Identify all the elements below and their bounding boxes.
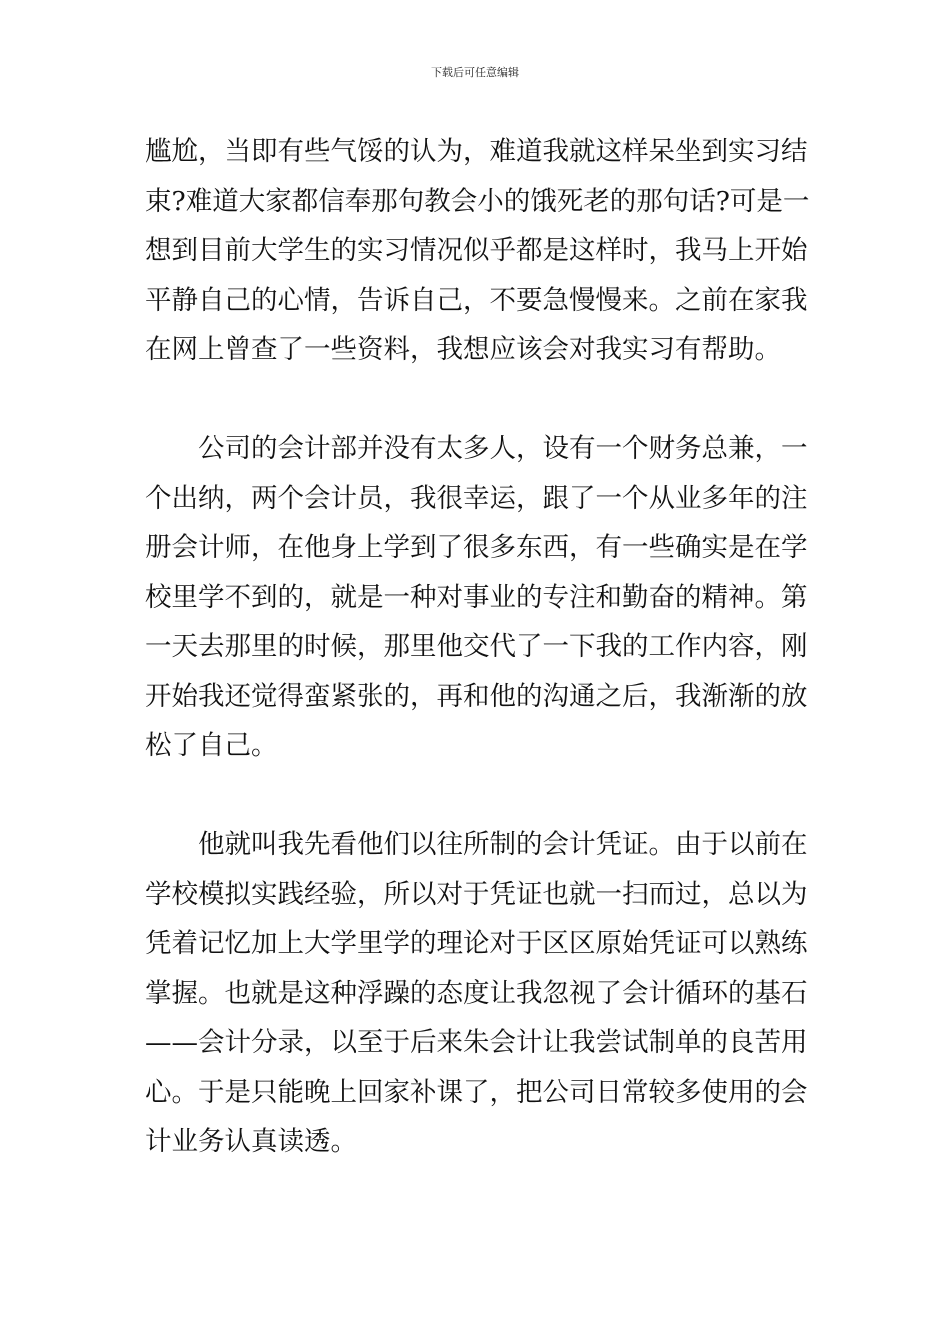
page-header: 下载后可任意编辑 xyxy=(431,66,519,79)
paragraph-2 xyxy=(145,424,807,771)
text-line: 松了自己。 xyxy=(145,730,278,761)
text-line: 学校模拟实践经验，所以对于凭证也就一扫而过，总以为 xyxy=(145,878,808,910)
text-line: 平静自己的心情，告诉自己，不要急慢慢来。之前在家我 xyxy=(145,284,808,316)
text-line: 一天去那里的时候，那里他交代了一下我的工作内容，刚 xyxy=(145,631,808,662)
text-line: 计业务认真读透。 xyxy=(145,1126,357,1157)
text-line: 在网上曾查了一些资料，我想应该会对我实习有帮助。 xyxy=(145,334,781,365)
text-line: 掌握。也就是这种浮躁的态度让我忽视了会计循环的基石 xyxy=(145,977,808,1009)
paragraph-spacer xyxy=(145,771,807,821)
text-line: 个出纳，两个会计员，我很幸运，跟了一个从业多年的注 xyxy=(145,482,808,514)
text-line: 凭着记忆加上大学里学的理论对于区区原始凭证可以熟练 xyxy=(145,928,808,959)
paragraph-1 xyxy=(145,127,810,375)
paragraph-spacer xyxy=(145,375,807,425)
text-line: 开始我还觉得蛮紧张的，再和他的沟通之后，我渐渐的放 xyxy=(145,680,808,712)
text-line: ——会计分录，以至于后来朱会计让我尝试制单的良苦用 xyxy=(145,1027,808,1058)
text-line: 册会计师，在他身上学到了很多东西，有一些确实是在学 xyxy=(145,532,808,563)
text-line: 公司的会计部并没有太多人，设有一个财务总兼，一 xyxy=(198,433,808,464)
text-line: 想到目前大学生的实习情况似乎都是这样时，我马上开始 xyxy=(145,235,808,266)
text-line: 尴尬，当即有些气馁的认为，难道我就这样呆坐到实习结 xyxy=(145,136,808,167)
text-line: 校里学不到的，就是一种对事业的专注和勤奋的精神。第 xyxy=(145,581,808,613)
document-body xyxy=(145,127,810,1167)
text-line: 束?难道大家都信奉那句教会小的饿死老的那句话?可是一 xyxy=(145,185,810,217)
paragraph-3 xyxy=(145,820,807,1167)
text-line: 他就叫我先看他们以往所制的会计凭证。由于以前在 xyxy=(198,829,808,860)
text-line: 心。于是只能晚上回家补课了，把公司日常较多使用的会 xyxy=(145,1076,808,1108)
